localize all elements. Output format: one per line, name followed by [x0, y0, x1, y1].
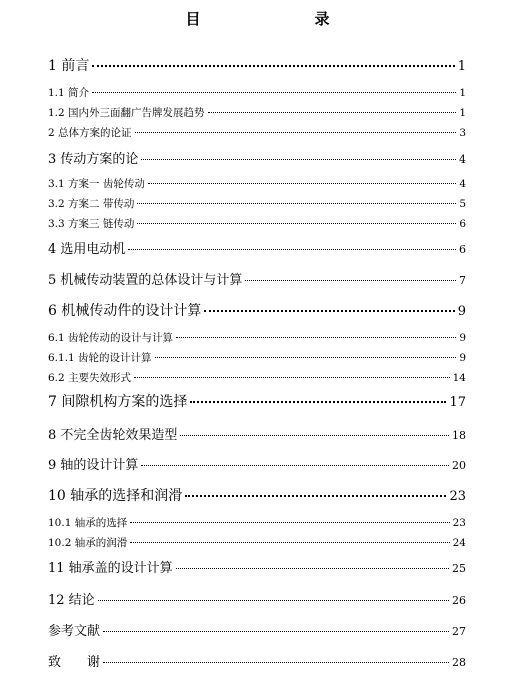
- toc-entry-6-1[interactable]: [48, 330, 466, 345]
- toc-entry-10[interactable]: [48, 485, 466, 505]
- toc-entry-page: 17: [449, 395, 466, 410]
- toc-leader: [134, 377, 450, 378]
- toc-entry-page: 28: [452, 656, 466, 669]
- toc-leader: [141, 465, 449, 466]
- toc-entry-label: 1.2 国内外三面翻广告牌发展趋势: [48, 107, 205, 119]
- toc-leader: [103, 662, 449, 663]
- toc-entry-page: 23: [452, 517, 466, 529]
- toc-entry-label: 4 选用电动机: [48, 242, 126, 257]
- toc-leader: [190, 401, 446, 403]
- toc-entry-page: 26: [452, 594, 466, 607]
- toc-entry-page: 1: [459, 107, 466, 119]
- toc-entry-page: 20: [452, 459, 466, 472]
- toc-entry-page: 24: [452, 537, 466, 549]
- toc-entry-page: 6: [459, 218, 466, 230]
- toc-leader: [135, 132, 457, 133]
- toc-entry-9[interactable]: [48, 454, 466, 473]
- toc-title: 目 录: [185, 10, 358, 28]
- toc-leader: [208, 112, 457, 113]
- toc-entry-1[interactable]: [48, 55, 466, 75]
- toc-entry-label: 9 轴的设计计算: [48, 458, 139, 473]
- toc-leader: [130, 522, 449, 523]
- toc-entry-label: 1.1 简介: [48, 87, 90, 99]
- toc-entry-page: 1: [459, 87, 466, 99]
- toc-entry-label: 10.2 轴承的润滑: [48, 537, 128, 549]
- toc-leader: [185, 495, 446, 497]
- toc-entry-acknowledgements[interactable]: [48, 651, 466, 670]
- toc-entry-6-1-1[interactable]: [48, 350, 466, 365]
- toc-entry-page: 9: [459, 332, 466, 344]
- toc-entry-page: 14: [452, 372, 466, 384]
- toc-entry-page: 7: [459, 274, 466, 287]
- toc-leader: [98, 600, 449, 601]
- toc-entry-page: 5: [459, 198, 466, 210]
- toc-leader: [245, 280, 456, 281]
- toc-entry-page: 4: [459, 178, 466, 190]
- toc-entry-page: 9: [459, 352, 466, 364]
- toc-entry-references[interactable]: [48, 620, 466, 639]
- toc-entry-6-2[interactable]: [48, 370, 466, 385]
- toc-entry-page: 25: [452, 562, 466, 575]
- toc-entry-1-2[interactable]: [48, 105, 466, 120]
- toc-entry-label: 3.1 方案一 齿轮传动: [48, 178, 145, 190]
- toc-entry-12[interactable]: [48, 589, 466, 608]
- toc-entry-label: 11 轴承盖的设计计算: [48, 561, 173, 576]
- toc-entry-label: 2 总体方案的论证: [48, 127, 132, 139]
- toc-entry-label: 10.1 轴承的选择: [48, 517, 128, 529]
- toc-entry-label: 6.1.1 齿轮的设计计算: [48, 352, 152, 364]
- toc-entry-label: 3 传动方案的论: [48, 152, 139, 167]
- toc-entry-6[interactable]: [48, 300, 466, 320]
- toc-entry-label: 6.1 齿轮传动的设计与计算: [48, 332, 174, 344]
- toc-entry-1-1[interactable]: [48, 85, 466, 100]
- toc-entry-page: 6: [459, 243, 466, 256]
- toc-entry-label: 3.2 方案二 带传动: [48, 198, 135, 210]
- toc-leader: [148, 183, 456, 184]
- toc-entry-8[interactable]: [48, 424, 466, 443]
- toc-entry-label: 6.2 主要失效形式: [48, 372, 132, 384]
- toc-entry-2[interactable]: [48, 125, 466, 140]
- toc-leader: [92, 92, 456, 93]
- toc-entry-page: 18: [452, 429, 466, 442]
- toc-leader: [130, 542, 449, 543]
- toc-leader: [155, 357, 457, 358]
- toc-entry-label: 参考文献: [48, 624, 101, 639]
- toc-leader: [141, 159, 456, 160]
- toc-entry-page: 3: [459, 127, 466, 139]
- toc-entry-11[interactable]: [48, 557, 466, 576]
- toc-entry-3-1[interactable]: [48, 176, 466, 191]
- toc-entry-label: 6 机械传动件的设计计算: [48, 303, 202, 319]
- toc-leader: [204, 310, 454, 312]
- toc-entry-page: 1: [457, 59, 466, 74]
- toc-entry-10-2[interactable]: [48, 535, 466, 550]
- toc-entry-label: 7 间隙机构方案的选择: [48, 394, 188, 410]
- toc-entry-label: 10 轴承的选择和润滑: [48, 488, 183, 504]
- toc-entry-10-1[interactable]: [48, 515, 466, 530]
- toc-entry-3-3[interactable]: [48, 216, 466, 231]
- toc-leader: [137, 203, 456, 204]
- toc-leader: [103, 631, 449, 632]
- toc-entry-3-2[interactable]: [48, 196, 466, 211]
- toc-leader: [137, 223, 456, 224]
- toc-entry-label: 12 结论: [48, 593, 95, 608]
- toc-leader: [128, 249, 456, 250]
- toc-leader: [92, 65, 454, 67]
- toc-entry-label: 致 谢: [48, 655, 101, 670]
- toc-entry-page: 27: [452, 625, 466, 638]
- toc-entry-5[interactable]: [48, 269, 466, 288]
- toc-leader: [180, 435, 449, 436]
- toc-leader: [176, 337, 456, 338]
- toc-entry-page: 9: [457, 304, 466, 319]
- toc-entry-label: 3.3 方案三 链传动: [48, 218, 135, 230]
- toc-entry-label: 5 机械传动装置的总体设计与计算: [48, 273, 243, 288]
- toc-entry-4[interactable]: [48, 238, 466, 257]
- toc-entry-label: 1 前言: [48, 58, 90, 74]
- toc-entry-page: 4: [459, 153, 466, 166]
- toc-entry-page: 23: [449, 489, 466, 504]
- toc-entry-3[interactable]: [48, 148, 466, 167]
- toc-entry-label: 8 不完全齿轮效果造型: [48, 428, 178, 443]
- toc-leader: [176, 568, 449, 569]
- toc-entry-7[interactable]: [48, 391, 466, 411]
